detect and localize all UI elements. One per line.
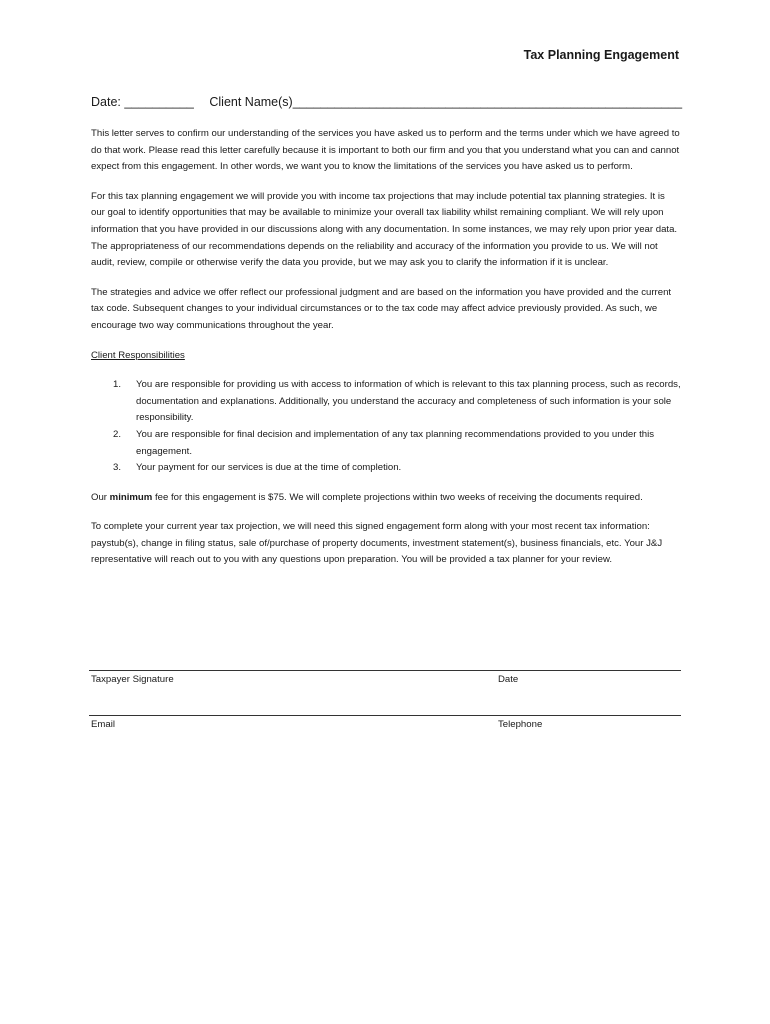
list-item xyxy=(91,427,681,460)
list-item-text: You are responsible for providing us with access to information of which is relevant to this tax planning process, such as records, documentation and explanations. Additionally, you understand the accuracy and completeness of such information is your sole responsibility. xyxy=(136,379,681,424)
fee-text-bold: minimum xyxy=(109,491,153,503)
strategies-paragraph: The strategies and advice we offer reflect our professional judgment and are based on the information you have provided and the current tax code. Subsequent changes to your individual circumstances or to the tax code may affect advice previously provided. As such, we encourage two way communications throughout the year. xyxy=(91,286,672,331)
taxpayer-signature-label: Taxpayer Signature xyxy=(91,674,174,685)
list-item-text: Your payment for our services is due at the time of completion. xyxy=(136,462,402,474)
email-label: Email xyxy=(91,719,115,730)
letter-body xyxy=(91,126,681,582)
requirements-paragraph: To complete your current year tax projection, we will need this signed engagement form along with your most recent tax information: paystub(s), change in filing status, sale of/purchase of property documents, investment statement(s), business financials, etc. Your J&J representative will reach out to you with any questions upon preparation. You will be provided a tax planner for your review. xyxy=(91,521,663,566)
intro-paragraph: This letter serves to confirm our understanding of the services you have asked us to perform and the terms under which we have agreed to do that work. Please read this letter carefully because it is important to both our firm and you that you understand what you can and cannot expect from this engagement. In other words, we want you to know the limitations of the services you have asked us to perform. xyxy=(91,128,680,173)
fee-paragraph xyxy=(91,490,681,507)
telephone-label: Telephone xyxy=(498,719,543,730)
client-name-field[interactable]: Client Name(s)________________________________________________________ xyxy=(209,95,683,109)
responsibilities-list xyxy=(91,377,681,477)
engagement-paragraph: For this tax planning engagement we will provide you with income tax projections that may include potential tax planning strategies. It is our goal to identify opportunities that may be available to minimize your overall tax liability whilst remaining compliant. We will rely upon information that you have provided in our discussions along with any documentation. In some instances, we may rely upon prior year data. The appropriateness of our recommendations depends on the reliability and accuracy of the information you provide to us. We will not audit, review, compile or otherwise verify the data you provide, but we may ask you to clarify the information if it is unclear. xyxy=(91,190,678,269)
date-signature-label: Date xyxy=(498,674,519,685)
fee-text-pre: Our xyxy=(91,491,110,503)
list-item-number: 1. xyxy=(113,379,122,391)
date-client-line xyxy=(91,95,682,109)
fee-text-post: fee for this engagement is $75. We will complete projections within two weeks of receiving the documents required. xyxy=(152,491,643,503)
responsibilities-heading: Client Responsibilities xyxy=(91,349,185,361)
list-item-text: You are responsible for final decision and implementation of any tax planning recommendations provided to you under this engagement. xyxy=(136,428,655,457)
list-item xyxy=(91,377,681,427)
list-item-number: 3. xyxy=(113,462,122,474)
signature-line[interactable] xyxy=(89,670,681,671)
contact-line[interactable] xyxy=(89,715,681,716)
date-field[interactable]: Date: __________ xyxy=(91,95,194,109)
list-item xyxy=(91,460,681,477)
document-title: Tax Planning Engagement xyxy=(523,48,679,62)
list-item-number: 2. xyxy=(113,428,122,440)
